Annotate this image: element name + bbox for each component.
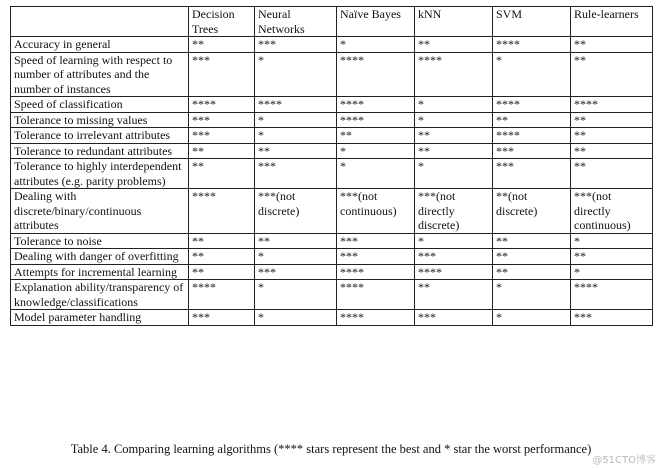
rating-cell: ****: [189, 280, 255, 310]
rating-cell: **: [493, 112, 571, 128]
row-label: Attempts for incremental learning: [11, 264, 189, 280]
row-label: Model parameter handling: [11, 310, 189, 326]
rating-cell: ***: [255, 37, 337, 53]
rating-cell: ****: [571, 280, 653, 310]
rating-cell: ****: [337, 97, 415, 113]
rating-cell: **: [493, 233, 571, 249]
rating-cell: *: [415, 233, 493, 249]
rating-cell: ***: [337, 233, 415, 249]
table-row: [11, 52, 653, 97]
rating-cell: **: [493, 264, 571, 280]
rating-cell: ****: [415, 52, 493, 97]
rating-cell: ***: [493, 159, 571, 189]
rating-cell: ***: [493, 143, 571, 159]
row-label: Tolerance to highly interdependent attributes (e.g. parity problems): [11, 159, 189, 189]
rating-cell: *: [415, 97, 493, 113]
rating-cell: ****: [415, 264, 493, 280]
rating-cell: ***: [189, 52, 255, 97]
table-row: [11, 280, 653, 310]
rating-cell: ****: [255, 97, 337, 113]
row-label: Tolerance to noise: [11, 233, 189, 249]
comparison-table: [10, 6, 653, 326]
table-row: [11, 97, 653, 113]
rating-cell: **: [189, 249, 255, 265]
rating-cell: **: [571, 128, 653, 144]
table-row: [11, 233, 653, 249]
rating-cell: **: [189, 37, 255, 53]
header-cell-knn: kNN: [415, 7, 493, 37]
row-label: Speed of classification: [11, 97, 189, 113]
rating-cell: *: [493, 52, 571, 97]
rating-cell: **: [493, 249, 571, 265]
rating-cell: ***: [189, 112, 255, 128]
rating-cell: ****: [571, 97, 653, 113]
rating-cell: *: [493, 280, 571, 310]
header-cell-naive-bayes: Naïve Bayes: [337, 7, 415, 37]
rating-cell: *: [337, 159, 415, 189]
header-cell-neural-networks: Neural Networks: [255, 7, 337, 37]
rating-cell: ***(not directly continuous): [571, 189, 653, 234]
row-label: Speed of learning with respect to number of attributes and the number of instances: [11, 52, 189, 97]
rating-cell: *: [255, 128, 337, 144]
row-label: Explanation ability/transparency of knowledge/classifications: [11, 280, 189, 310]
rating-cell: **: [415, 128, 493, 144]
rating-cell: **: [415, 143, 493, 159]
rating-cell: *: [571, 233, 653, 249]
table-caption: Table 4. Comparing learning algorithms (**** stars represent the best and * star the worst performance): [70, 442, 592, 456]
rating-cell: *: [337, 37, 415, 53]
table-row: [11, 37, 653, 53]
row-label: Accuracy in general: [11, 37, 189, 53]
rating-cell: ****: [337, 52, 415, 97]
rating-cell: **: [189, 264, 255, 280]
table-row: [11, 143, 653, 159]
row-label: Tolerance to redundant attributes: [11, 143, 189, 159]
rating-cell: **: [189, 233, 255, 249]
rating-cell: **: [189, 159, 255, 189]
watermark: @51CTO博客: [592, 455, 656, 466]
rating-cell: ****: [493, 37, 571, 53]
header-cell-rule-learners: Rule-learners: [571, 7, 653, 37]
rating-cell: ****: [189, 97, 255, 113]
rating-cell: **: [415, 280, 493, 310]
rating-cell: ***: [255, 264, 337, 280]
rating-cell: *: [493, 310, 571, 326]
row-label: Dealing with danger of overfitting: [11, 249, 189, 265]
table-row: [11, 264, 653, 280]
rating-cell: ****: [493, 128, 571, 144]
header-cell-decision-trees: Decision Trees: [189, 7, 255, 37]
rating-cell: **: [255, 233, 337, 249]
rating-cell: *: [571, 264, 653, 280]
rating-cell: **: [571, 143, 653, 159]
rating-cell: ***(not discrete): [255, 189, 337, 234]
rating-cell: *: [415, 159, 493, 189]
rating-cell: ***: [337, 249, 415, 265]
rating-cell: ***: [255, 159, 337, 189]
rating-cell: **: [189, 143, 255, 159]
rating-cell: **: [571, 52, 653, 97]
rating-cell: *: [255, 249, 337, 265]
rating-cell: **: [571, 249, 653, 265]
row-label: Tolerance to missing values: [11, 112, 189, 128]
rating-cell: *: [255, 310, 337, 326]
rating-cell: **(not discrete): [493, 189, 571, 234]
rating-cell: *: [255, 112, 337, 128]
rating-cell: ***(not directly discrete): [415, 189, 493, 234]
rating-cell: *: [337, 143, 415, 159]
rating-cell: ****: [337, 280, 415, 310]
rating-cell: *: [255, 52, 337, 97]
rating-cell: ***: [415, 249, 493, 265]
header-cell-blank: [11, 7, 189, 37]
rating-cell: **: [571, 112, 653, 128]
comparison-table-container: [10, 6, 652, 326]
rating-cell: ***: [571, 310, 653, 326]
rating-cell: **: [255, 143, 337, 159]
row-label: Dealing with discrete/binary/continuous attributes: [11, 189, 189, 234]
rating-cell: ****: [337, 264, 415, 280]
table-row: [11, 189, 653, 234]
table-row: [11, 249, 653, 265]
rating-cell: ****: [337, 112, 415, 128]
rating-cell: *: [415, 112, 493, 128]
rating-cell: ***: [189, 128, 255, 144]
header-row: [11, 7, 653, 37]
rating-cell: **: [415, 37, 493, 53]
rating-cell: ****: [189, 189, 255, 234]
rating-cell: **: [337, 128, 415, 144]
table-row: [11, 310, 653, 326]
rating-cell: ****: [337, 310, 415, 326]
rating-cell: ***(not continuous): [337, 189, 415, 234]
row-label: Tolerance to irrelevant attributes: [11, 128, 189, 144]
rating-cell: ****: [493, 97, 571, 113]
table-row: [11, 112, 653, 128]
table-row: [11, 159, 653, 189]
rating-cell: *: [255, 280, 337, 310]
rating-cell: **: [571, 37, 653, 53]
table-row: [11, 128, 653, 144]
rating-cell: ***: [415, 310, 493, 326]
rating-cell: ***: [189, 310, 255, 326]
header-cell-svm: SVM: [493, 7, 571, 37]
rating-cell: **: [571, 159, 653, 189]
table-body: [11, 37, 653, 326]
